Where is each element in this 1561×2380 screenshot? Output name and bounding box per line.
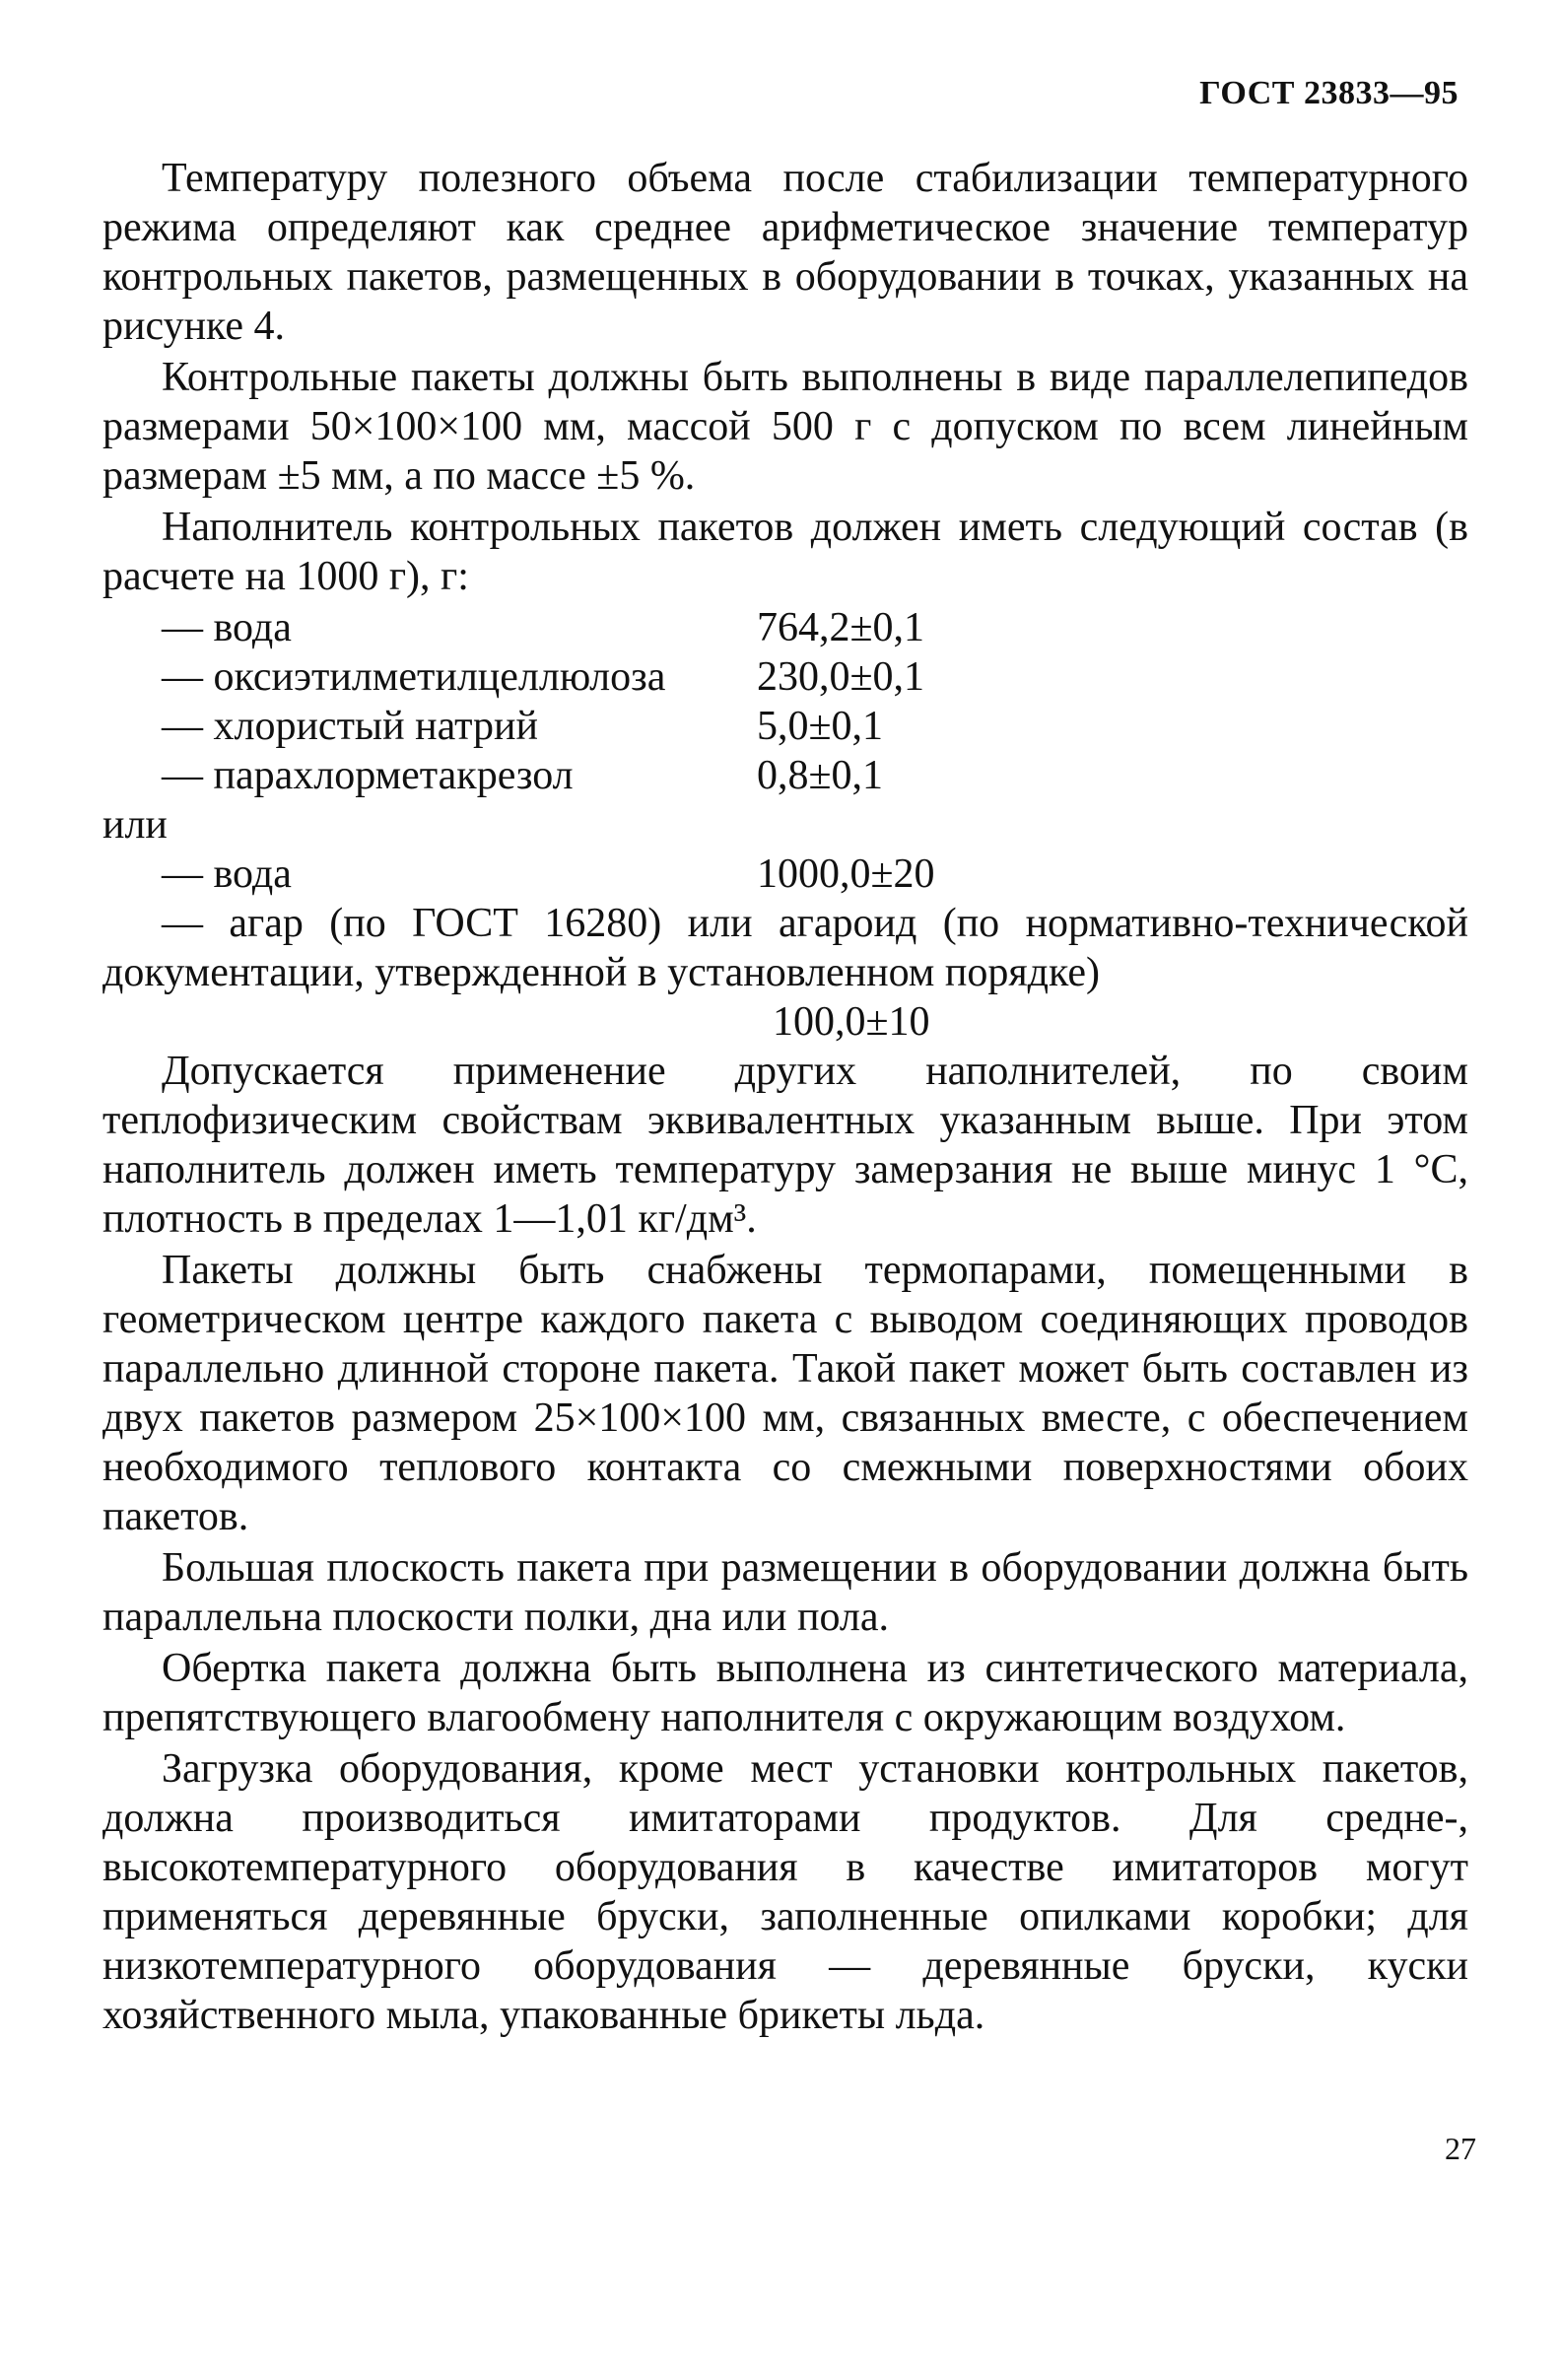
composition-component: — вода: [162, 605, 292, 650]
paragraph-control-packet-dimensions: Контрольные пакеты должны быть выполнены в виде параллелепипедов размерами 50×100×100 мм, массой 500 г с допуском по всем линейным размерам ±5 мм, а по массе ±5 %.: [102, 355, 1468, 499]
composition-row: [102, 603, 1468, 652]
paragraph-useful-volume-temperature: Температуру полезного объема после стабилизации температурного режима определяют как среднее арифметическое значение температур контрольных пакетов, размещенных в оборудовании в точках, указанных на рисунке 4.: [102, 156, 1468, 349]
composition-component: — хлористый натрий: [162, 704, 538, 749]
composition-list-a: [102, 603, 1468, 800]
composition-component: — оксиэтилметилцеллюлоза: [162, 654, 666, 700]
paragraph-thermocouples: Пакеты должны быть снабжены термопарами, помещенными в геометрическом центре каждого пакета с выводом соединяющих проводов параллельно длинной стороне пакета. Такой пакет может быть составлен из двух пакетов размером 25×100×100 мм, связанных вместе, с обеспечением необходимого теплового контакта со смежными поверхностями обоих пакетов.: [102, 1248, 1468, 1539]
paragraph-packet-orientation: Большая плоскость пакета при размещении в оборудовании должна быть параллельна плоскости полки, дна или пола.: [102, 1545, 1468, 1640]
composition-row: [102, 652, 1468, 702]
paragraph-equipment-loading: Загрузка оборудования, кроме мест установки контрольных пакетов, должна производиться имитаторами продуктов. Для средне-, высокотемпературного оборудования в качестве имитаторов могут применяться деревянные бруски, заполненные опилками коробки; для низкотемпературного оборудования — деревянные бруски, куски хозяйственного мыла, упакованные брикеты льда.: [102, 1746, 1468, 2038]
document-header: ГОСТ 23833—95: [1199, 75, 1459, 111]
composition-amount: 1000,0±20: [757, 851, 935, 897]
composition-row: [102, 850, 1468, 899]
composition-amount: 0,8±0,1: [757, 753, 884, 798]
paragraph-packet-wrapping: Обертка пакета должна быть выполнена из синтетического материала, препятствующего влагообмену наполнителя с окружающим воздухом.: [102, 1646, 1468, 1740]
page-number: 27: [1445, 2131, 1476, 2166]
paragraph-alternative-fillers: Допускается применение других наполнителей, по своим теплофизическим свойствам эквивалентных указанным выше. При этом наполнитель должен иметь температуру замерзания не выше минус 1 °С, плотность в пределах 1—1,01 кг/дм³.: [102, 1049, 1468, 1242]
composition-row: [102, 751, 1468, 800]
composition-amount: 764,2±0,1: [757, 605, 925, 650]
document-body: [102, 154, 1468, 2042]
composition-row: [102, 702, 1468, 751]
paragraph-filler-composition-intro: Наполнитель контрольных пакетов должен иметь следующий состав (в расчете на 1000 г), г:: [102, 505, 1468, 599]
composition-component: — парахлорметакрезол: [162, 753, 574, 798]
composition-component: — вода: [162, 851, 292, 897]
alternative-separator: или: [102, 802, 168, 848]
composition-amount: 5,0±0,1: [757, 704, 884, 749]
composition-agar-amount: 100,0±10: [773, 999, 930, 1045]
composition-list-b: [102, 850, 1468, 1047]
composition-amount: 230,0±0,1: [757, 654, 925, 700]
composition-agar-component: — агар (по ГОСТ 16280) или агароид (по нормативно-технической документации, утвержденной в установленном порядке): [102, 901, 1468, 995]
